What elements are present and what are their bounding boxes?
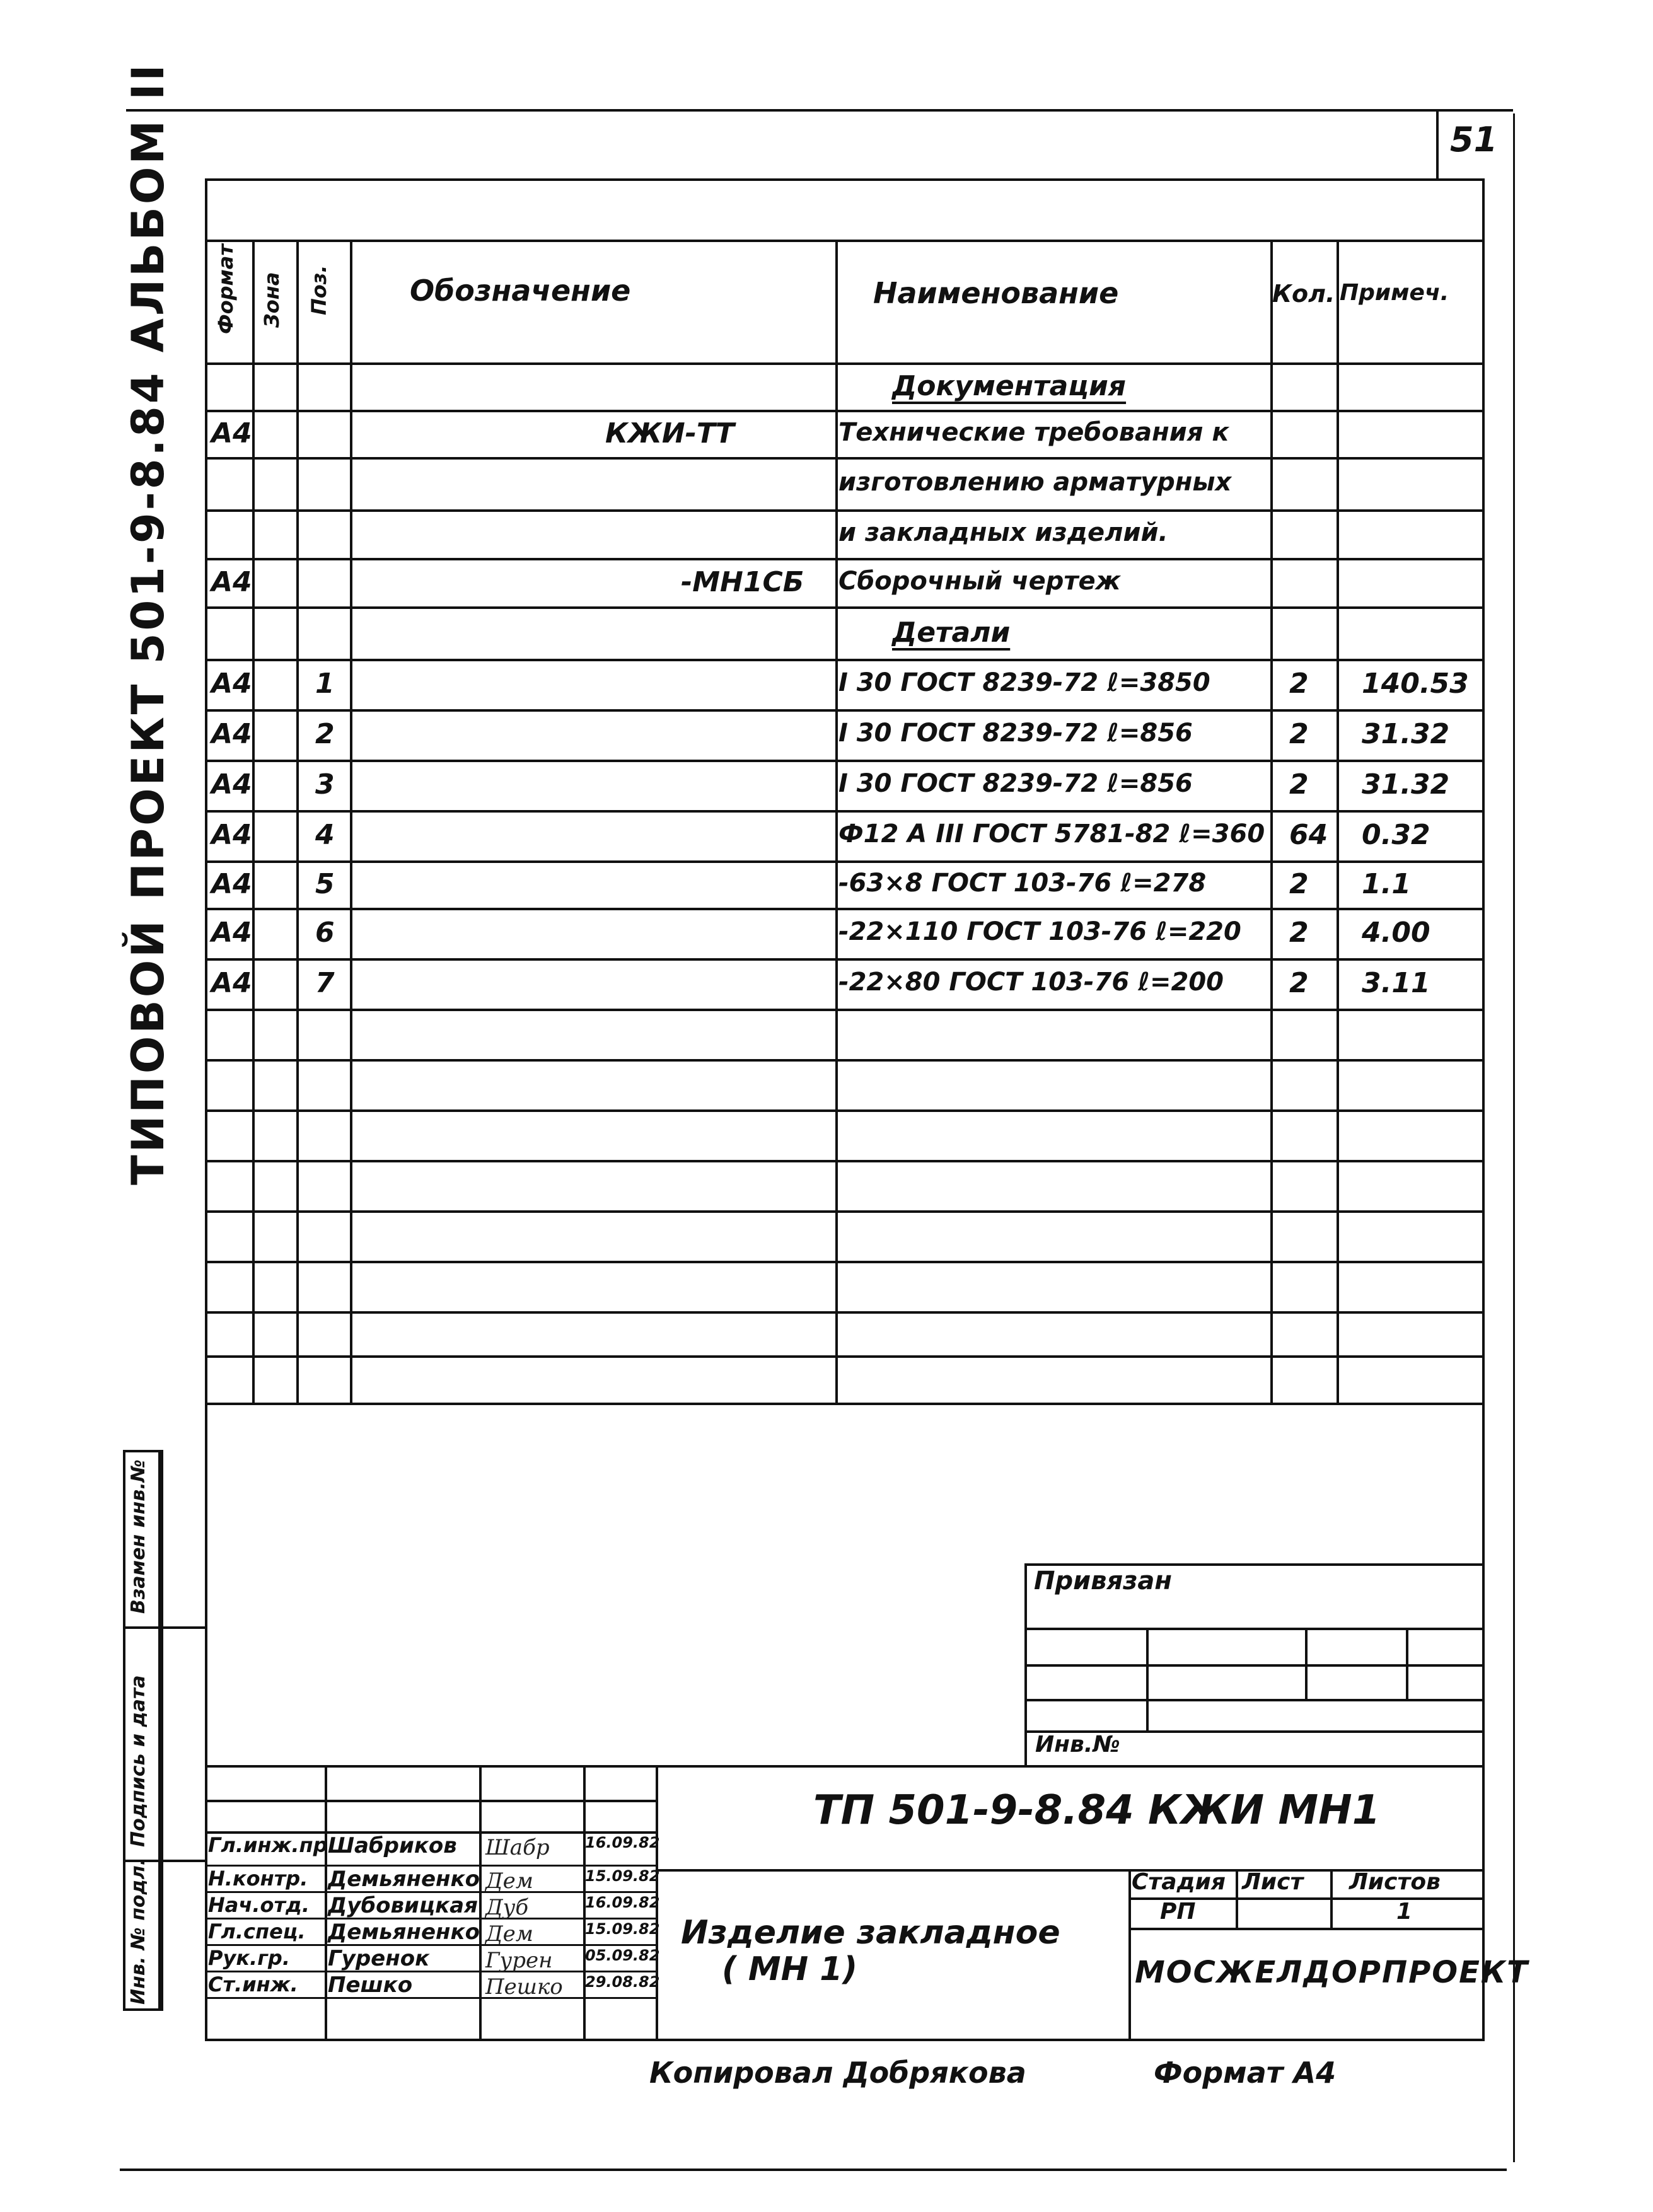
spec-row-line — [205, 1210, 1485, 1213]
item-name-line2: ( МН 1) — [722, 1950, 858, 1988]
row-format: А4 — [211, 566, 252, 598]
row-note: 31.32 — [1362, 718, 1450, 750]
row-name: и закладных изделий. — [838, 518, 1168, 547]
row-format: А4 — [211, 917, 252, 949]
side-stamp-label-2: Подпись и дата — [127, 1675, 149, 1847]
signer-date: 29.08.82 — [585, 1973, 660, 1991]
spec-row-line — [205, 457, 1485, 460]
side-stamp-label-3: Инв. № подл. — [127, 1858, 149, 2005]
binding-line-2 — [1024, 1664, 1485, 1667]
row-designation: КЖИ-ТТ — [605, 417, 734, 449]
stage-col-2 — [1330, 1869, 1333, 1928]
row-qty: 2 — [1289, 768, 1309, 801]
item-name-line1: Изделие закладное — [681, 1914, 1060, 1952]
row-pos: 7 — [315, 967, 335, 999]
row-section-title: Детали — [892, 617, 1011, 649]
spec-row-line — [205, 760, 1485, 762]
row-pos: 5 — [315, 868, 335, 900]
row-format: А4 — [211, 819, 252, 851]
binding-col-2 — [1305, 1628, 1308, 1699]
header-pos: Поз. — [307, 265, 331, 315]
signer-role: Гл.спец. — [208, 1920, 306, 1943]
sheets-label: Листов — [1349, 1869, 1441, 1895]
row-qty: 2 — [1289, 967, 1309, 999]
row-pos: 1 — [315, 668, 335, 700]
row-name: I 30 ГОСТ 8239-72 ℓ=3850 — [838, 668, 1210, 697]
row-pos: 4 — [315, 819, 335, 851]
signer-role: Ст.инж. — [208, 1972, 298, 1996]
row-format: А4 — [211, 868, 252, 900]
row-pos: 2 — [315, 718, 335, 750]
organization: МОСЖЕЛДОРПРОЕКТ — [1135, 1955, 1529, 1990]
binding-col-3 — [1406, 1628, 1408, 1699]
row-format: А4 — [211, 668, 252, 700]
signer-signature: Дем — [485, 1868, 533, 1894]
footer-copied-by: Копировал Добрякова — [649, 2056, 1026, 2090]
row-qty: 2 — [1289, 868, 1309, 900]
row-format: А4 — [211, 768, 252, 801]
row-qty: 64 — [1289, 819, 1328, 851]
spec-row-line — [205, 410, 1485, 412]
row-name: Сборочный чертеж — [838, 567, 1121, 596]
header-zone: Зона — [260, 272, 284, 328]
signer-date: 16.09.82 — [585, 1894, 660, 1911]
spec-row-line — [205, 1009, 1485, 1011]
signer-date: 16.09.82 — [585, 1834, 660, 1851]
signer-signature: Шабр — [485, 1835, 550, 1860]
header-name: Наименование — [873, 276, 1119, 310]
col-line-pos — [350, 240, 352, 1403]
signer-name: Демьяненко — [328, 1867, 480, 1892]
row-name: изготовлению арматурных — [838, 468, 1232, 497]
binding-col-1 — [1146, 1628, 1149, 1730]
spec-row-line — [205, 958, 1485, 961]
spec-row-line — [205, 860, 1485, 863]
row-name: Ф12 A III ГОСТ 5781-82 ℓ=360 — [838, 819, 1265, 848]
row-qty: 2 — [1289, 668, 1309, 700]
row-note: 1.1 — [1362, 868, 1411, 900]
signer-signature: Гурен — [485, 1948, 553, 1973]
footer-format: Формат А4 — [1154, 2056, 1337, 2090]
row-qty: 2 — [1289, 718, 1309, 750]
signer-signature: Дуб — [485, 1895, 529, 1920]
row-designation: -МН1СБ — [681, 566, 804, 598]
bottom-trim-line — [120, 2169, 1507, 2171]
stage-col-1 — [1236, 1869, 1238, 1928]
row-format: А4 — [211, 417, 252, 449]
row-name: I 30 ГОСТ 8239-72 ℓ=856 — [838, 719, 1193, 748]
stage-line-2 — [1128, 1928, 1485, 1930]
signer-name: Шабриков — [328, 1833, 457, 1858]
title-block-code: ТП 501-9-8.84 КЖИ МН1 — [813, 1787, 1381, 1834]
col-line-designation — [835, 240, 838, 1403]
spec-row-line — [205, 558, 1485, 560]
spec-row-line — [205, 1355, 1485, 1358]
spec-row-line — [205, 908, 1485, 910]
header-format: Формат — [214, 244, 238, 334]
spec-row-line — [205, 1160, 1485, 1162]
signer-name: Гуренок — [328, 1946, 430, 1971]
sheets-value: 1 — [1396, 1899, 1413, 1925]
row-name: I 30 ГОСТ 8239-72 ℓ=856 — [838, 769, 1193, 798]
row-note: 3.11 — [1362, 967, 1430, 999]
signer-role: Гл.инж.пр. — [208, 1833, 335, 1857]
right-trim-line — [1513, 113, 1515, 2162]
row-format: А4 — [211, 718, 252, 750]
row-pos: 3 — [315, 768, 335, 801]
side-stamp-inner — [161, 1450, 163, 2011]
title-block-top — [205, 1765, 1485, 1768]
page-number: 51 — [1450, 120, 1498, 159]
binding-line-1 — [1024, 1628, 1485, 1630]
top-trim-line — [126, 109, 1513, 112]
row-name: -22×110 ГОСТ 103-76 ℓ=220 — [838, 917, 1241, 946]
signer-date: 15.09.82 — [585, 1920, 660, 1938]
spec-row-line — [205, 1311, 1485, 1314]
signer-name: Дубовицкая — [328, 1893, 478, 1918]
spec-row-line — [205, 606, 1485, 609]
signer-col-name — [325, 1765, 327, 2041]
spec-row-line — [205, 810, 1485, 813]
row-name: Технические требования к — [838, 418, 1229, 447]
stage-label: Стадия — [1132, 1869, 1226, 1895]
spec-row-line — [205, 509, 1485, 512]
col-line-zone — [296, 240, 299, 1403]
page-number-box-left — [1436, 109, 1439, 178]
row-name: -22×80 ГОСТ 103-76 ℓ=200 — [838, 968, 1224, 997]
row-note: 31.32 — [1362, 768, 1450, 801]
signer-signature: Пешко — [485, 1974, 563, 2000]
signer-role: Нач.отд. — [208, 1893, 310, 1917]
spec-row-line — [205, 659, 1485, 661]
row-pos: 6 — [315, 917, 335, 949]
signer-col-sig — [479, 1765, 482, 2041]
signer-role: Н.контр. — [208, 1867, 308, 1891]
signer-date: 05.09.82 — [585, 1947, 660, 1964]
signer-signature: Дем — [485, 1921, 533, 1947]
spec-row-line — [205, 240, 1485, 242]
row-format: А4 — [211, 967, 252, 999]
binding-label: Привязан — [1034, 1566, 1173, 1595]
spec-row-line — [205, 362, 1485, 365]
binding-inv-label: Инв.№ — [1035, 1732, 1120, 1757]
binding-top-line — [1024, 1563, 1485, 1566]
signer-name: Пешко — [328, 1972, 413, 1998]
sheet-label: Лист — [1242, 1869, 1304, 1895]
signer-name: Демьяненко — [328, 1920, 480, 1945]
row-qty: 2 — [1289, 917, 1309, 949]
header-designation: Обозначение — [410, 274, 631, 308]
signer-line-a — [205, 1800, 656, 1802]
header-note: Примеч. — [1340, 280, 1449, 306]
spec-row-line — [205, 709, 1485, 712]
signer-date: 15.09.82 — [585, 1867, 660, 1885]
spec-row-line — [205, 1403, 1485, 1405]
stage-block-left — [1128, 1869, 1131, 2041]
row-note: 4.00 — [1362, 917, 1430, 949]
col-line-qty — [1337, 240, 1339, 1403]
col-line-name — [1270, 240, 1273, 1403]
signer-row-line — [205, 1997, 656, 1999]
spec-row-line — [205, 1109, 1485, 1112]
col-line-format — [252, 240, 255, 1403]
row-note: 0.32 — [1362, 819, 1430, 851]
row-note: 140.53 — [1362, 668, 1469, 700]
header-qty: Кол. — [1272, 280, 1335, 308]
stage-value: РП — [1160, 1899, 1196, 1925]
side-stamp-label-1: Взамен инв.№ — [127, 1459, 149, 1614]
row-name: -63×8 ГОСТ 103-76 ℓ=278 — [838, 869, 1207, 898]
side-stamp-line-1 — [123, 1626, 205, 1629]
spec-row-line — [205, 1059, 1485, 1062]
row-section-title: Документация — [892, 370, 1127, 402]
left-margin-title: ТИПОВОЙ ПРОЕКТ 501-9-8.84 АЛЬБОМ II — [122, 62, 174, 1185]
binding-line-3 — [1024, 1699, 1485, 1701]
signer-role: Рук.гр. — [208, 1946, 290, 1970]
spec-row-line — [205, 1261, 1485, 1263]
